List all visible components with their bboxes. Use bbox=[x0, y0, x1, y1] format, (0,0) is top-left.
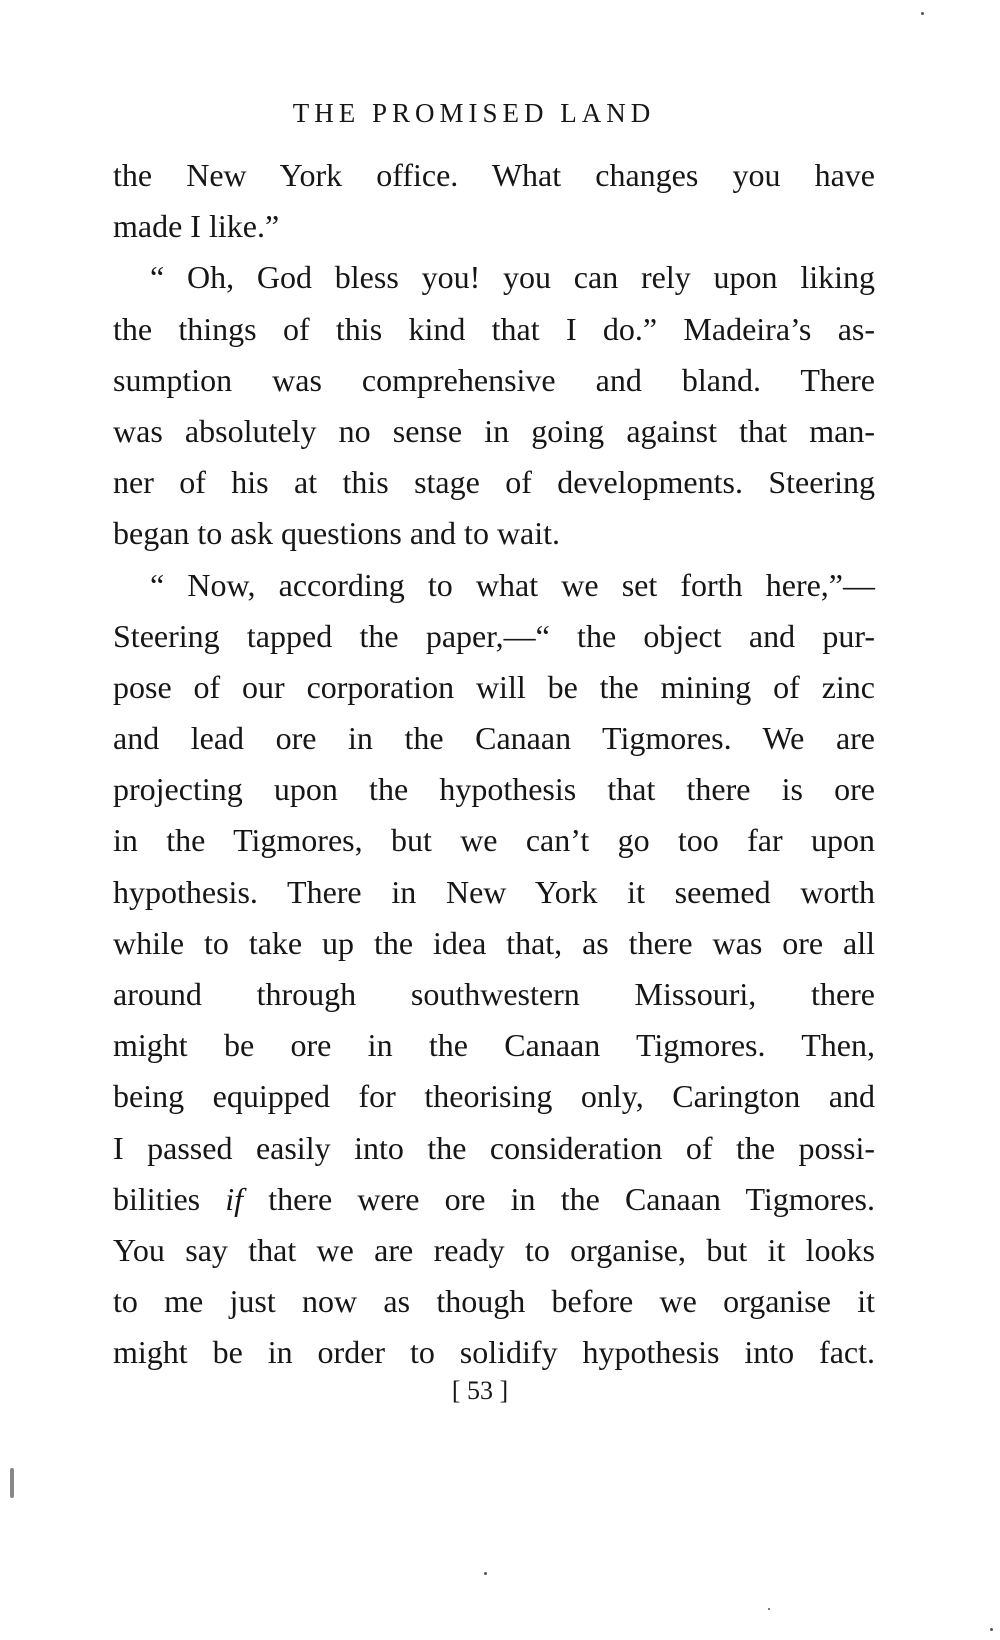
text-line bbox=[113, 1174, 875, 1225]
text-line: being equipped for theorising only, Carington and bbox=[113, 1078, 875, 1115]
text-line: hypothesis. There in New York it seemed worth bbox=[113, 873, 875, 910]
text-line: made I like.” bbox=[113, 208, 280, 245]
text-line: “ Oh, God bless you! you can rely upon liking bbox=[150, 259, 875, 296]
text-line: might be in order to solidify hypothesis into fact. bbox=[113, 1334, 875, 1371]
text-line: projecting upon the hypothesis that there is ore bbox=[113, 771, 875, 808]
scan-speck bbox=[768, 1608, 770, 1610]
text-line: Steering tapped the paper,—“ the object and pur- bbox=[113, 617, 875, 654]
scan-speck bbox=[10, 1468, 14, 1498]
text-line: “ Now, according to what we set forth here,”— bbox=[150, 566, 875, 603]
scan-speck bbox=[484, 1572, 487, 1575]
scan-speck bbox=[990, 1628, 993, 1631]
text-line: might be ore in the Canaan Tigmores. Then, bbox=[113, 1027, 875, 1064]
text-line: pose of our corporation will be the mining of zinc bbox=[113, 668, 875, 705]
italic-word: if bbox=[225, 1180, 244, 1217]
text-line: in the Tigmores, but we can’t go too far upon bbox=[113, 822, 875, 859]
text-line: to me just now as though before we organise it bbox=[113, 1283, 875, 1320]
text-line: while to take up the idea that, as there was ore all bbox=[113, 924, 875, 961]
text-line: and lead ore in the Canaan Tigmores. We are bbox=[113, 720, 875, 757]
scan-speck bbox=[921, 12, 924, 15]
text-line: sumption was comprehensive and bland. There bbox=[113, 361, 875, 398]
running-head: THE PROMISED LAND bbox=[292, 98, 656, 128]
body-text bbox=[113, 150, 875, 1379]
text-fragment: bilities bbox=[113, 1180, 201, 1217]
text-line: You say that we are ready to organise, but it looks bbox=[113, 1231, 875, 1268]
text-line: I passed easily into the consideration of the possi- bbox=[113, 1129, 875, 1166]
text-line: the things of this kind that I do.” Madeira’s as- bbox=[113, 310, 875, 347]
text-line: around through southwestern Missouri, there bbox=[113, 976, 875, 1012]
text-line: ner of his at this stage of developments. Steering bbox=[113, 464, 875, 501]
text-fragment: there were ore in the Canaan Tigmores. bbox=[268, 1180, 875, 1217]
page-number: [ 53 ] bbox=[451, 1376, 509, 1405]
text-line: was absolutely no sense in going against that man- bbox=[113, 412, 875, 449]
text-line: the New York office. What changes you have bbox=[113, 157, 875, 193]
text-line: began to ask questions and to wait. bbox=[113, 515, 561, 552]
